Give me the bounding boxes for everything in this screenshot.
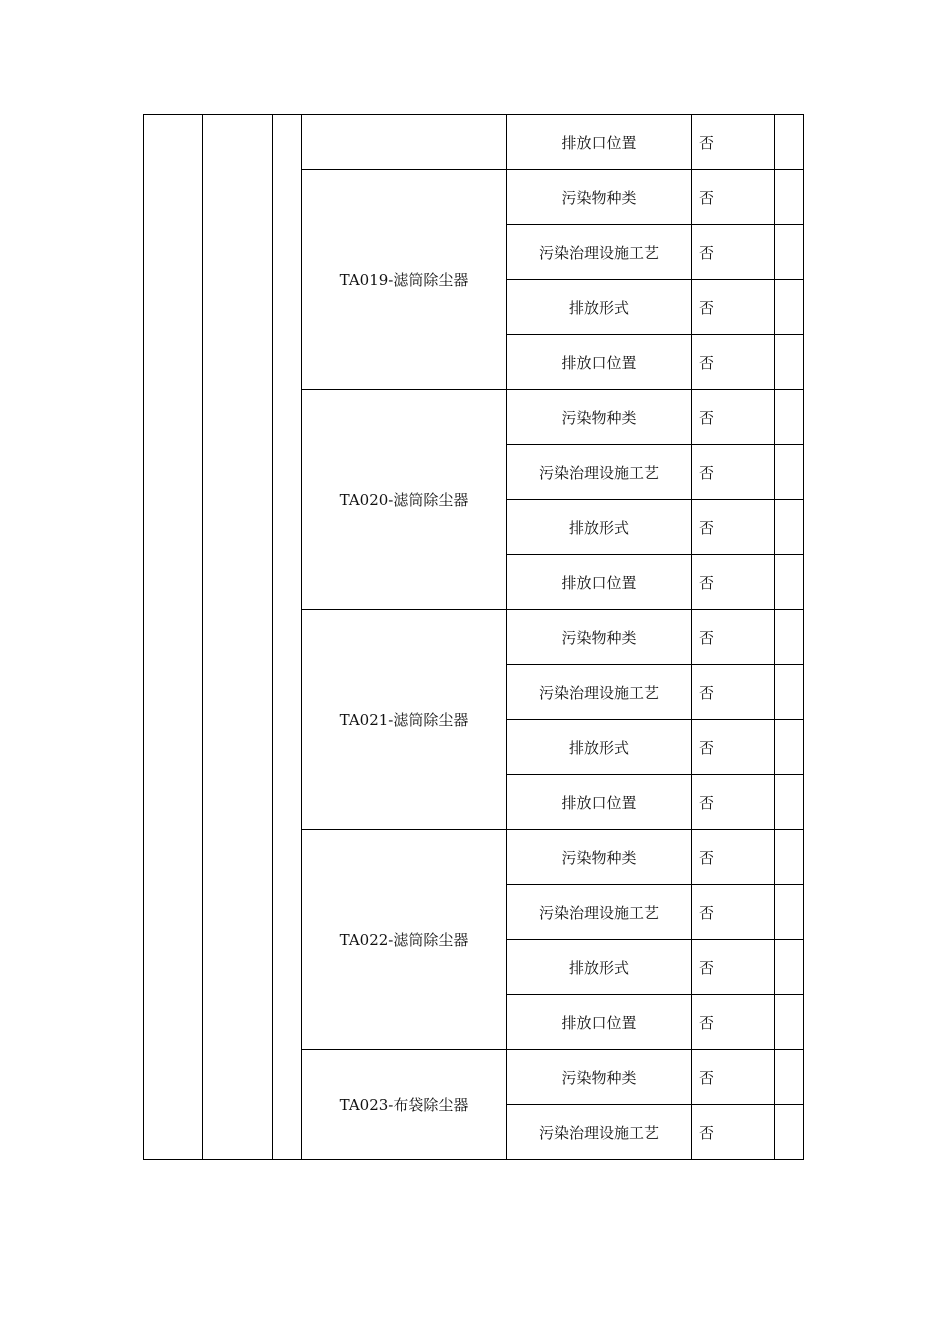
check-item: 排放形式 <box>507 500 692 555</box>
remarks-cell <box>775 500 804 555</box>
answer-cell: 否 <box>692 445 775 500</box>
facility-name: TA021-滤筒除尘器 <box>302 610 507 830</box>
table-body <box>144 115 804 1160</box>
check-item: 污染治理设施工艺 <box>507 885 692 940</box>
remarks-cell <box>775 610 804 665</box>
answer-cell: 否 <box>692 1050 775 1105</box>
answer-cell: 否 <box>692 775 775 830</box>
remarks-cell <box>775 115 804 170</box>
check-item: 排放口位置 <box>507 995 692 1050</box>
answer-cell: 否 <box>692 665 775 720</box>
blank-col-1 <box>144 115 203 1160</box>
answer-cell: 否 <box>692 225 775 280</box>
remarks-cell <box>775 665 804 720</box>
remarks-cell <box>775 170 804 225</box>
remarks-cell <box>775 995 804 1050</box>
answer-cell: 否 <box>692 830 775 885</box>
answer-cell: 否 <box>692 280 775 335</box>
remarks-cell <box>775 1050 804 1105</box>
check-item: 污染治理设施工艺 <box>507 1105 692 1160</box>
remarks-cell <box>775 335 804 390</box>
check-item: 污染物种类 <box>507 610 692 665</box>
answer-cell: 否 <box>692 995 775 1050</box>
remarks-cell <box>775 280 804 335</box>
answer-cell: 否 <box>692 390 775 445</box>
remarks-cell <box>775 225 804 280</box>
check-item: 污染物种类 <box>507 390 692 445</box>
remarks-cell <box>775 830 804 885</box>
check-item: 排放形式 <box>507 940 692 995</box>
blank-col-3 <box>273 115 302 1160</box>
check-item: 污染物种类 <box>507 830 692 885</box>
check-item: 排放口位置 <box>507 775 692 830</box>
blank-col-2 <box>203 115 273 1160</box>
remarks-cell <box>775 940 804 995</box>
check-item: 排放形式 <box>507 280 692 335</box>
answer-cell: 否 <box>692 885 775 940</box>
check-item: 排放形式 <box>507 720 692 775</box>
answer-cell: 否 <box>692 115 775 170</box>
answer-cell: 否 <box>692 555 775 610</box>
remarks-cell <box>775 1105 804 1160</box>
remarks-cell <box>775 775 804 830</box>
answer-cell: 否 <box>692 720 775 775</box>
remarks-cell <box>775 885 804 940</box>
remarks-cell <box>775 555 804 610</box>
facility-name: TA020-滤筒除尘器 <box>302 390 507 610</box>
check-item: 污染治理设施工艺 <box>507 445 692 500</box>
check-item: 排放口位置 <box>507 335 692 390</box>
check-item: 污染物种类 <box>507 1050 692 1105</box>
remarks-cell <box>775 390 804 445</box>
check-item: 污染治理设施工艺 <box>507 225 692 280</box>
facility-name: TA022-滤筒除尘器 <box>302 830 507 1050</box>
remarks-cell <box>775 445 804 500</box>
check-item: 污染物种类 <box>507 170 692 225</box>
facility-name <box>302 115 507 170</box>
answer-cell: 否 <box>692 1105 775 1160</box>
inspection-table <box>143 114 804 1160</box>
answer-cell: 否 <box>692 940 775 995</box>
table-row <box>144 115 804 170</box>
answer-cell: 否 <box>692 610 775 665</box>
facility-name: TA019-滤筒除尘器 <box>302 170 507 390</box>
remarks-cell <box>775 720 804 775</box>
check-item: 污染治理设施工艺 <box>507 665 692 720</box>
answer-cell: 否 <box>692 500 775 555</box>
check-item: 排放口位置 <box>507 555 692 610</box>
answer-cell: 否 <box>692 335 775 390</box>
answer-cell: 否 <box>692 170 775 225</box>
facility-name: TA023-布袋除尘器 <box>302 1050 507 1160</box>
check-item: 排放口位置 <box>507 115 692 170</box>
